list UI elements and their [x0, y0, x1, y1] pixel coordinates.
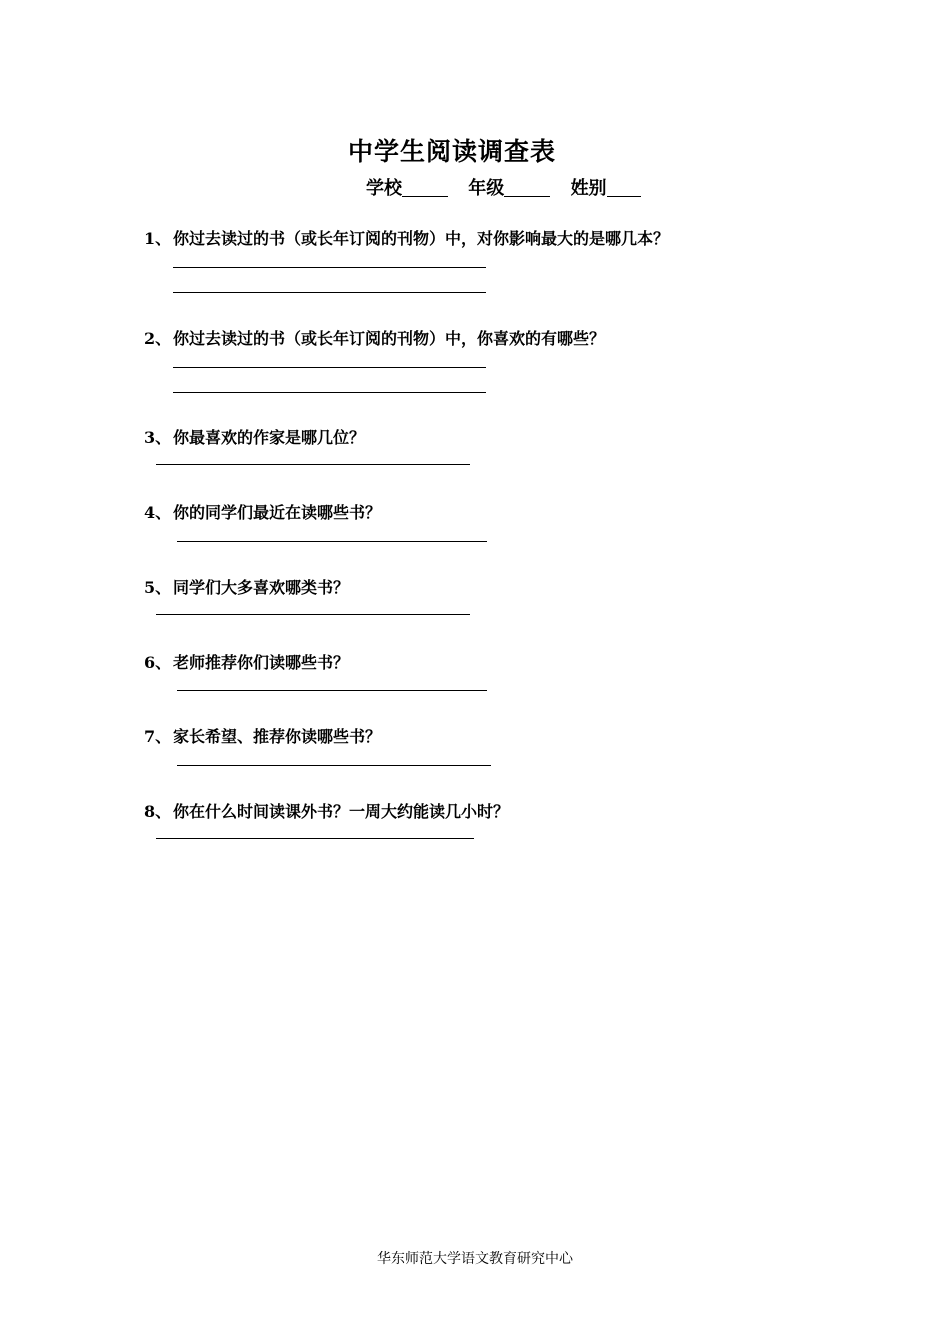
answer-line[interactable]: [177, 690, 487, 691]
page-title: 中学生阅读调查表: [347, 137, 556, 166]
question-number: 4、: [144, 503, 172, 522]
answer-line[interactable]: [156, 464, 470, 465]
answer-line[interactable]: [173, 292, 486, 293]
footer-publisher: 华东师范大学语文教育研究中心: [377, 1251, 573, 1267]
question-text: 你在什么时间读课外书？一周大约能读几小时？: [173, 802, 510, 821]
question-number: 7、: [144, 727, 172, 746]
question-number: 6、: [144, 653, 172, 672]
answer-line[interactable]: [177, 541, 487, 542]
question-2: [144, 326, 605, 349]
question-number: 3、: [144, 428, 172, 447]
question-text: 你的同学们最近在读哪些书？: [173, 503, 382, 522]
gender-blank[interactable]: [607, 178, 641, 197]
school-field: [366, 178, 448, 199]
school-blank[interactable]: [402, 178, 448, 197]
question-text: 你过去读过的书（或长年订阅的刊物）中，你喜欢的有哪些？: [173, 329, 606, 348]
question-number: 5、: [144, 578, 172, 597]
answer-line[interactable]: [156, 614, 470, 615]
respondent-info: [366, 174, 655, 200]
grade-label: 年级: [468, 178, 505, 199]
grade-field: [468, 178, 550, 199]
gender-label: 姓别: [570, 178, 607, 199]
question-5: [144, 575, 349, 598]
school-label: 学校: [366, 178, 402, 199]
question-text: 你过去读过的书（或长年订阅的刊物）中，对你影响最大的是哪几本？: [173, 229, 670, 248]
grade-blank[interactable]: [504, 178, 550, 197]
question-text: 同学们大多喜欢哪类书？: [173, 578, 350, 597]
question-text: 你最喜欢的作家是哪几位？: [173, 428, 366, 447]
question-8: [144, 799, 509, 822]
question-6: [144, 650, 349, 673]
question-number: 2、: [144, 329, 172, 348]
question-text: 家长希望、推荐你读哪些书？: [173, 727, 382, 746]
question-1: [144, 226, 669, 249]
answer-line[interactable]: [177, 765, 491, 766]
question-4: [144, 500, 381, 523]
question-text: 老师推荐你们读哪些书？: [173, 653, 350, 672]
answer-line[interactable]: [173, 367, 486, 368]
answer-line[interactable]: [156, 838, 474, 839]
gender-field: [571, 178, 641, 199]
question-7: [144, 724, 381, 747]
question-number: 8、: [144, 802, 172, 821]
answer-line[interactable]: [173, 392, 486, 393]
question-number: 1、: [144, 229, 172, 248]
question-3: [144, 425, 365, 448]
answer-line[interactable]: [173, 267, 486, 268]
